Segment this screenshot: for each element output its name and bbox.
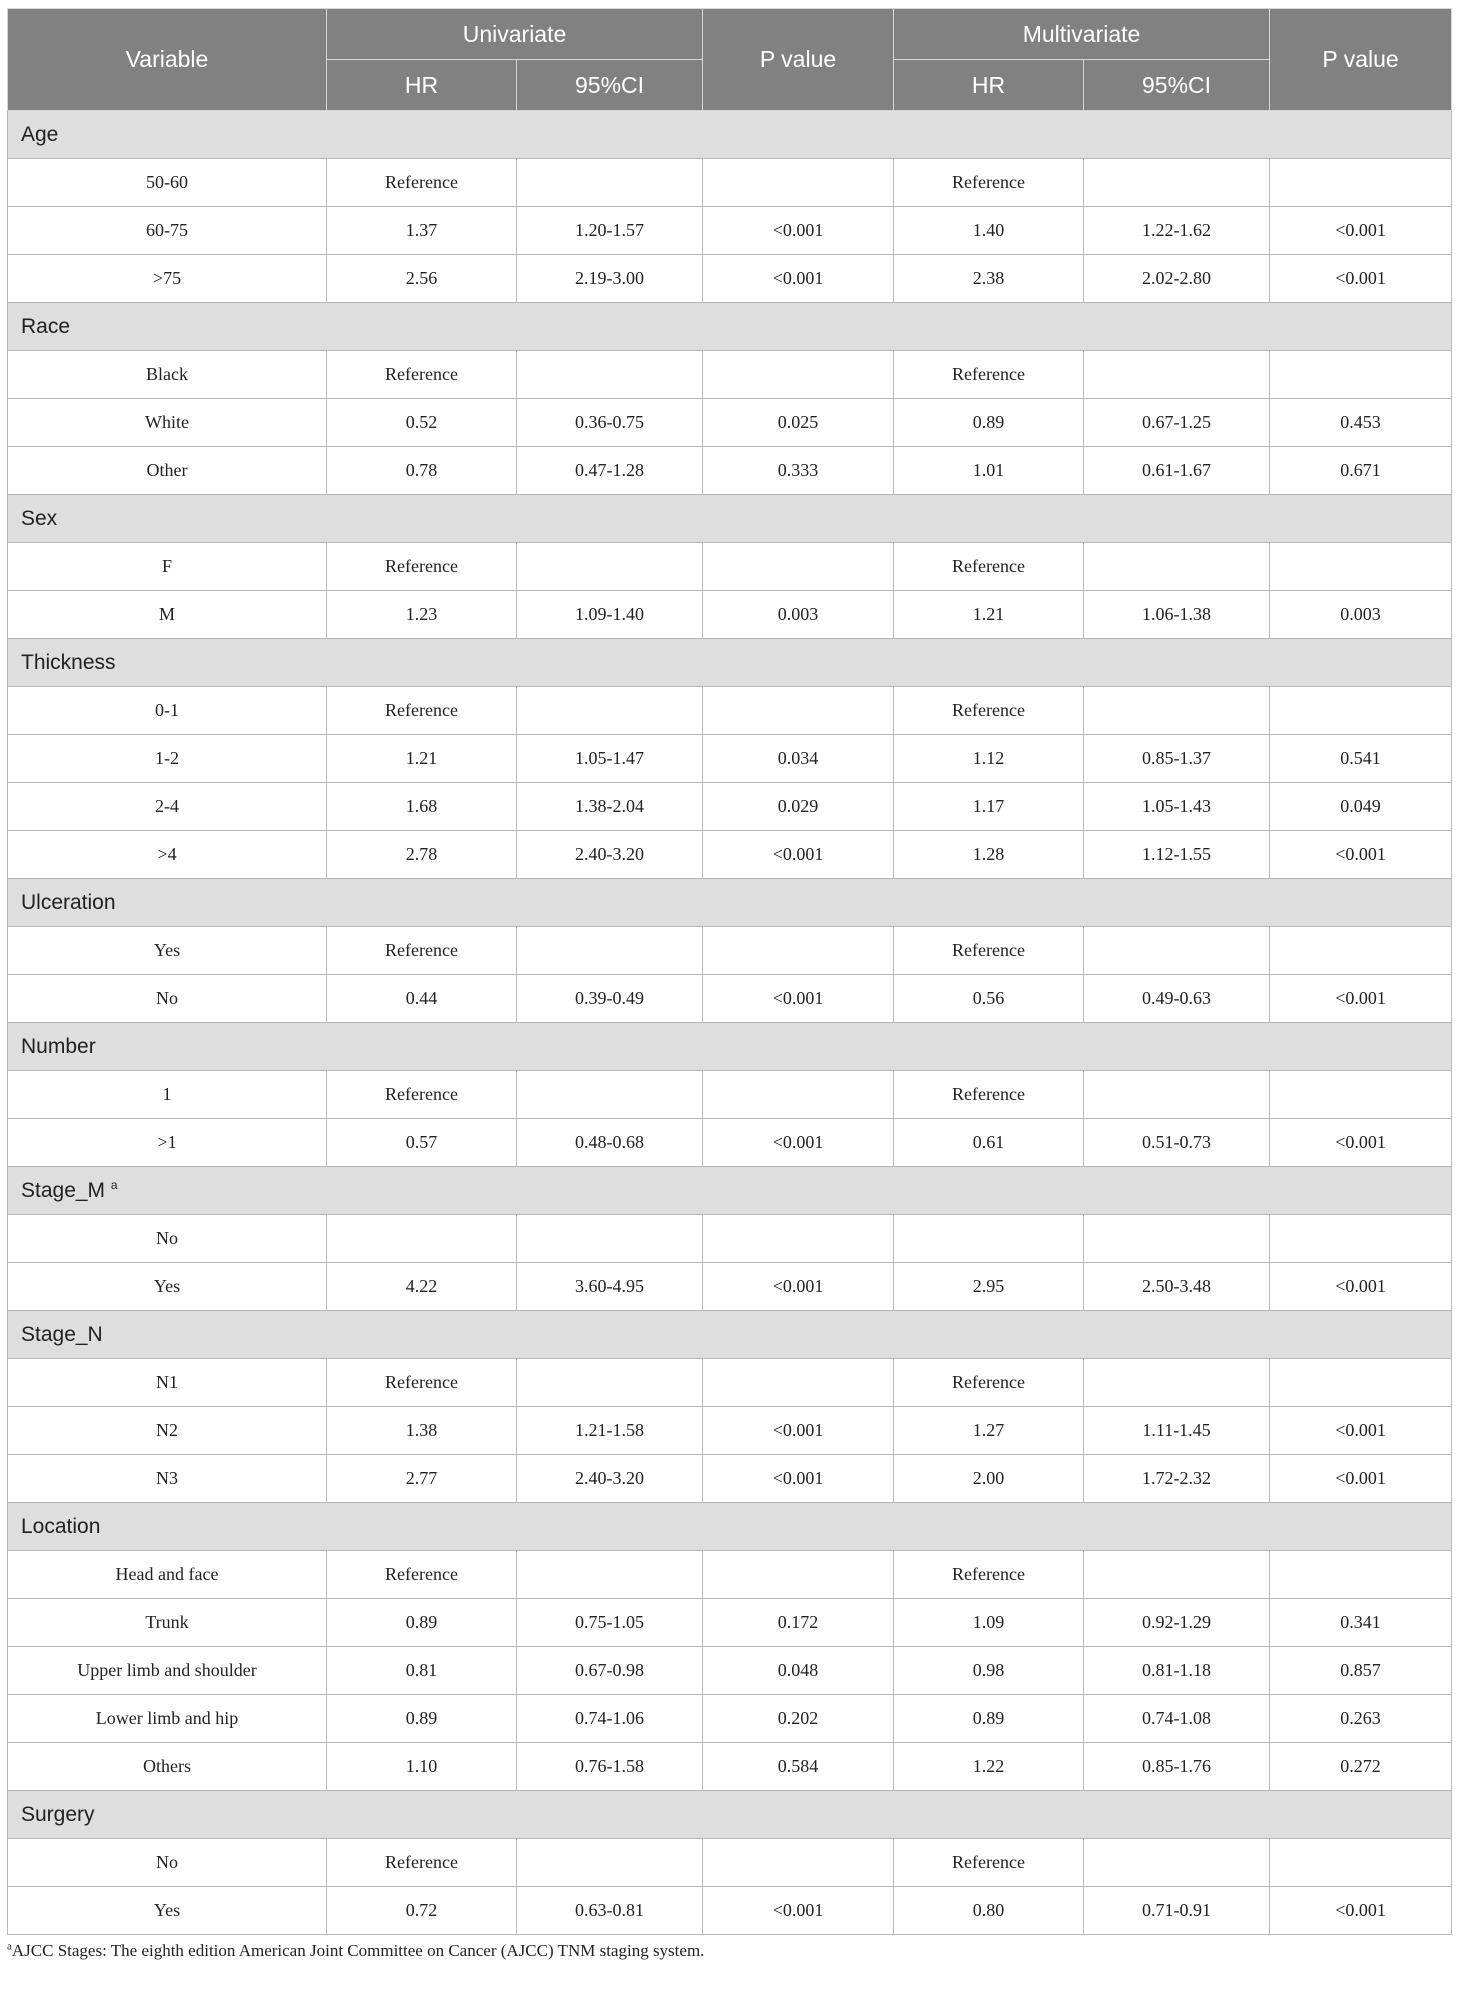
cell-univariate-p-value: <0.001 (703, 1119, 894, 1167)
cell-univariate-hr: 0.72 (327, 1887, 517, 1935)
section-title: Sex (21, 506, 58, 530)
cell-variable-label: No (8, 1839, 327, 1887)
header-variable: Variable (8, 9, 327, 111)
cell-multivariate-p-value (1270, 351, 1452, 399)
table-row (8, 447, 1452, 495)
cell-multivariate-p-value (1270, 543, 1452, 591)
cell-univariate-ci: 0.67-0.98 (517, 1647, 703, 1695)
cell-variable-label: N1 (8, 1359, 327, 1407)
header-multivariate-hr: HR (894, 60, 1084, 111)
cell-univariate-p-value: 0.048 (703, 1647, 894, 1695)
cell-multivariate-hr: 1.17 (894, 783, 1084, 831)
cell-multivariate-hr: 1.40 (894, 207, 1084, 255)
cell-variable-label: N2 (8, 1407, 327, 1455)
cell-univariate-ci (517, 1839, 703, 1887)
cell-univariate-p-value: 0.333 (703, 447, 894, 495)
header-multivariate-ci: 95%CI (1084, 60, 1270, 111)
section-row (8, 303, 1452, 351)
header-multivariate-p-value: P value (1270, 9, 1452, 111)
cell-variable-label: Yes (8, 927, 327, 975)
cell-multivariate-ci: 0.92-1.29 (1084, 1599, 1270, 1647)
cell-multivariate-ci: 0.67-1.25 (1084, 399, 1270, 447)
cell-univariate-ci: 0.75-1.05 (517, 1599, 703, 1647)
cell-univariate-hr: Reference (327, 351, 517, 399)
footnote-marker: a (7, 1940, 12, 1953)
cell-variable-label: White (8, 399, 327, 447)
cell-variable-label: >75 (8, 255, 327, 303)
cell-multivariate-ci (1084, 351, 1270, 399)
table-row (8, 975, 1452, 1023)
cell-univariate-p-value: 0.003 (703, 591, 894, 639)
cell-multivariate-p-value (1270, 1839, 1452, 1887)
table-row (8, 1599, 1452, 1647)
cell-univariate-p-value (703, 159, 894, 207)
section-header (8, 1791, 1452, 1839)
cell-univariate-hr: 2.78 (327, 831, 517, 879)
cell-univariate-hr: 0.89 (327, 1599, 517, 1647)
cell-multivariate-ci: 0.85-1.76 (1084, 1743, 1270, 1791)
section-row (8, 1503, 1452, 1551)
cell-multivariate-ci (1084, 1551, 1270, 1599)
table-row (8, 783, 1452, 831)
cox-regression-table (7, 8, 1452, 1935)
cell-univariate-ci: 2.19-3.00 (517, 255, 703, 303)
table-row (8, 1407, 1452, 1455)
cell-univariate-p-value (703, 1071, 894, 1119)
cell-univariate-hr: Reference (327, 159, 517, 207)
cell-univariate-p-value: <0.001 (703, 975, 894, 1023)
cell-univariate-hr: 1.21 (327, 735, 517, 783)
cell-multivariate-hr: 0.89 (894, 399, 1084, 447)
table-row (8, 255, 1452, 303)
cell-variable-label: Trunk (8, 1599, 327, 1647)
cell-univariate-ci: 0.76-1.58 (517, 1743, 703, 1791)
cell-multivariate-p-value (1270, 1359, 1452, 1407)
table-row (8, 1887, 1452, 1935)
cell-univariate-p-value: <0.001 (703, 1263, 894, 1311)
table-row (8, 1119, 1452, 1167)
cell-variable-label: Head and face (8, 1551, 327, 1599)
cell-multivariate-hr (894, 1215, 1084, 1263)
cell-multivariate-hr: 1.12 (894, 735, 1084, 783)
cell-univariate-p-value (703, 351, 894, 399)
cell-univariate-p-value (703, 1551, 894, 1599)
cell-multivariate-p-value (1270, 687, 1452, 735)
cell-multivariate-hr: 1.01 (894, 447, 1084, 495)
cell-multivariate-hr: Reference (894, 1839, 1084, 1887)
cell-multivariate-p-value: <0.001 (1270, 1263, 1452, 1311)
cell-variable-label: Yes (8, 1263, 327, 1311)
section-header (8, 495, 1452, 543)
cell-univariate-p-value: <0.001 (703, 207, 894, 255)
cell-multivariate-ci: 0.51-0.73 (1084, 1119, 1270, 1167)
cell-multivariate-p-value: <0.001 (1270, 831, 1452, 879)
cell-multivariate-hr: 0.61 (894, 1119, 1084, 1167)
cell-variable-label: 50-60 (8, 159, 327, 207)
cell-multivariate-hr: 0.98 (894, 1647, 1084, 1695)
cell-univariate-hr: 0.57 (327, 1119, 517, 1167)
cell-univariate-hr: Reference (327, 1551, 517, 1599)
cell-multivariate-ci: 0.49-0.63 (1084, 975, 1270, 1023)
cell-multivariate-hr: Reference (894, 1359, 1084, 1407)
cell-univariate-ci: 1.09-1.40 (517, 591, 703, 639)
cell-multivariate-ci: 0.85-1.37 (1084, 735, 1270, 783)
cell-univariate-ci: 1.05-1.47 (517, 735, 703, 783)
cell-multivariate-p-value: <0.001 (1270, 255, 1452, 303)
section-footnote-marker: a (110, 1177, 118, 1192)
cell-multivariate-hr: Reference (894, 159, 1084, 207)
cell-univariate-hr: 0.78 (327, 447, 517, 495)
cell-multivariate-p-value (1270, 1551, 1452, 1599)
cell-univariate-hr: 1.37 (327, 207, 517, 255)
table-row (8, 207, 1452, 255)
section-title: Thickness (21, 650, 116, 674)
section-header (8, 1167, 1452, 1215)
cell-multivariate-hr: 1.28 (894, 831, 1084, 879)
cell-multivariate-p-value: 0.857 (1270, 1647, 1452, 1695)
cell-multivariate-p-value: <0.001 (1270, 207, 1452, 255)
cell-univariate-p-value (703, 543, 894, 591)
table-container (7, 8, 1451, 1961)
cell-univariate-hr (327, 1215, 517, 1263)
footnote-text: AJCC Stages: The eighth edition American Joint Committee on Cancer (AJCC) TNM staging system. (11, 1941, 705, 1960)
cell-multivariate-ci (1084, 159, 1270, 207)
table-row (8, 351, 1452, 399)
cell-multivariate-ci (1084, 1359, 1270, 1407)
cell-univariate-ci (517, 543, 703, 591)
cell-univariate-hr: Reference (327, 927, 517, 975)
cell-univariate-ci (517, 1071, 703, 1119)
section-title: Number (21, 1034, 96, 1058)
cell-univariate-p-value (703, 927, 894, 975)
cell-multivariate-p-value: 0.272 (1270, 1743, 1452, 1791)
cell-univariate-hr: 2.77 (327, 1455, 517, 1503)
section-header (8, 303, 1452, 351)
cell-multivariate-hr: 1.27 (894, 1407, 1084, 1455)
cell-univariate-hr: 1.38 (327, 1407, 517, 1455)
cell-multivariate-hr: 2.95 (894, 1263, 1084, 1311)
cell-multivariate-p-value (1270, 1215, 1452, 1263)
cell-variable-label: Black (8, 351, 327, 399)
cell-multivariate-p-value (1270, 1071, 1452, 1119)
cell-multivariate-hr: Reference (894, 1551, 1084, 1599)
cell-multivariate-hr: 1.22 (894, 1743, 1084, 1791)
cell-univariate-ci (517, 159, 703, 207)
section-title: Race (21, 314, 71, 338)
section-header (8, 879, 1452, 927)
cell-multivariate-hr: 0.89 (894, 1695, 1084, 1743)
cell-univariate-hr: 0.81 (327, 1647, 517, 1695)
cell-multivariate-p-value: 0.453 (1270, 399, 1452, 447)
cell-multivariate-p-value: <0.001 (1270, 1407, 1452, 1455)
cell-univariate-hr: 2.56 (327, 255, 517, 303)
section-title: Ulceration (21, 890, 116, 914)
cell-multivariate-ci: 0.61-1.67 (1084, 447, 1270, 495)
cell-multivariate-hr: 2.38 (894, 255, 1084, 303)
cell-univariate-ci: 0.48-0.68 (517, 1119, 703, 1167)
cell-univariate-hr: 0.52 (327, 399, 517, 447)
section-header (8, 1023, 1452, 1071)
cell-univariate-ci (517, 927, 703, 975)
section-header (8, 1311, 1452, 1359)
section-row (8, 639, 1452, 687)
table-row (8, 1695, 1452, 1743)
cell-variable-label: Lower limb and hip (8, 1695, 327, 1743)
section-title: Location (21, 1514, 101, 1538)
cell-univariate-ci (517, 687, 703, 735)
cell-multivariate-ci (1084, 1215, 1270, 1263)
cell-univariate-hr: Reference (327, 1359, 517, 1407)
cell-univariate-p-value: 0.025 (703, 399, 894, 447)
cell-variable-label: 1-2 (8, 735, 327, 783)
section-header (8, 1503, 1452, 1551)
section-title: Stage_M (21, 1178, 111, 1202)
cell-variable-label: Yes (8, 1887, 327, 1935)
cell-multivariate-ci: 1.05-1.43 (1084, 783, 1270, 831)
cell-multivariate-p-value: 0.003 (1270, 591, 1452, 639)
cell-multivariate-p-value: 0.541 (1270, 735, 1452, 783)
cell-univariate-p-value: 0.172 (703, 1599, 894, 1647)
cell-univariate-p-value (703, 1215, 894, 1263)
cell-univariate-p-value (703, 687, 894, 735)
table-row (8, 1743, 1452, 1791)
cell-univariate-hr: 0.44 (327, 975, 517, 1023)
cell-univariate-ci: 1.38-2.04 (517, 783, 703, 831)
section-row (8, 1311, 1452, 1359)
cell-univariate-p-value: <0.001 (703, 1887, 894, 1935)
cell-univariate-p-value: <0.001 (703, 831, 894, 879)
cell-multivariate-ci (1084, 543, 1270, 591)
table-body (8, 111, 1452, 1935)
table-row (8, 1455, 1452, 1503)
cell-univariate-ci: 3.60-4.95 (517, 1263, 703, 1311)
cell-multivariate-hr: 2.00 (894, 1455, 1084, 1503)
section-row (8, 1167, 1452, 1215)
table-row (8, 399, 1452, 447)
cell-univariate-hr: Reference (327, 687, 517, 735)
section-title: Stage_N (21, 1322, 103, 1346)
cell-multivariate-hr: 0.56 (894, 975, 1084, 1023)
header-univariate-ci: 95%CI (517, 60, 703, 111)
cell-univariate-p-value: 0.202 (703, 1695, 894, 1743)
cell-univariate-hr: 1.23 (327, 591, 517, 639)
cell-variable-label: M (8, 591, 327, 639)
cell-multivariate-ci (1084, 1839, 1270, 1887)
cell-variable-label: Other (8, 447, 327, 495)
cell-variable-label: 1 (8, 1071, 327, 1119)
cell-multivariate-ci (1084, 927, 1270, 975)
table-row (8, 1263, 1452, 1311)
cell-variable-label: 60-75 (8, 207, 327, 255)
header-univariate: Univariate (327, 9, 703, 60)
header-univariate-p-value: P value (703, 9, 894, 111)
cell-multivariate-p-value: <0.001 (1270, 1887, 1452, 1935)
cell-multivariate-ci: 0.71-0.91 (1084, 1887, 1270, 1935)
cell-multivariate-ci (1084, 1071, 1270, 1119)
table-row (8, 1551, 1452, 1599)
cell-variable-label: No (8, 1215, 327, 1263)
cell-univariate-ci: 2.40-3.20 (517, 831, 703, 879)
section-title: Age (21, 122, 59, 146)
header-univariate-hr: HR (327, 60, 517, 111)
cell-multivariate-p-value: 0.341 (1270, 1599, 1452, 1647)
table-row (8, 1215, 1452, 1263)
cell-multivariate-p-value: <0.001 (1270, 1119, 1452, 1167)
table-row (8, 159, 1452, 207)
table-row (8, 687, 1452, 735)
cell-variable-label: N3 (8, 1455, 327, 1503)
cell-multivariate-ci: 2.50-3.48 (1084, 1263, 1270, 1311)
cell-multivariate-hr: Reference (894, 687, 1084, 735)
cell-univariate-p-value: <0.001 (703, 1455, 894, 1503)
cell-multivariate-p-value: 0.049 (1270, 783, 1452, 831)
cell-multivariate-ci: 1.11-1.45 (1084, 1407, 1270, 1455)
cell-multivariate-p-value: <0.001 (1270, 1455, 1452, 1503)
cell-multivariate-ci: 0.81-1.18 (1084, 1647, 1270, 1695)
table-row (8, 591, 1452, 639)
cell-multivariate-ci: 1.22-1.62 (1084, 207, 1270, 255)
section-header (8, 639, 1452, 687)
cell-variable-label: >4 (8, 831, 327, 879)
cell-univariate-ci: 0.36-0.75 (517, 399, 703, 447)
cell-variable-label: Others (8, 1743, 327, 1791)
cell-univariate-ci (517, 351, 703, 399)
cell-univariate-ci: 0.47-1.28 (517, 447, 703, 495)
cell-univariate-p-value: 0.029 (703, 783, 894, 831)
table-footnote (7, 1941, 1451, 1961)
cell-univariate-p-value: 0.034 (703, 735, 894, 783)
cell-univariate-ci: 1.20-1.57 (517, 207, 703, 255)
section-row (8, 1023, 1452, 1071)
table-row (8, 1839, 1452, 1887)
section-row (8, 879, 1452, 927)
cell-univariate-hr: Reference (327, 543, 517, 591)
cell-multivariate-p-value: 0.263 (1270, 1695, 1452, 1743)
cell-univariate-p-value: 0.584 (703, 1743, 894, 1791)
cell-univariate-p-value (703, 1359, 894, 1407)
cell-multivariate-hr: Reference (894, 1071, 1084, 1119)
cell-multivariate-hr: 0.80 (894, 1887, 1084, 1935)
cell-variable-label: 2-4 (8, 783, 327, 831)
cell-multivariate-hr: 1.21 (894, 591, 1084, 639)
cell-multivariate-hr: Reference (894, 543, 1084, 591)
table-row (8, 543, 1452, 591)
cell-univariate-hr: 4.22 (327, 1263, 517, 1311)
cell-univariate-ci: 2.40-3.20 (517, 1455, 703, 1503)
table-header (8, 9, 1452, 111)
cell-univariate-ci (517, 1359, 703, 1407)
cell-multivariate-p-value: <0.001 (1270, 975, 1452, 1023)
cell-univariate-p-value: <0.001 (703, 255, 894, 303)
section-row (8, 495, 1452, 543)
cell-variable-label: No (8, 975, 327, 1023)
cell-univariate-p-value (703, 1839, 894, 1887)
section-title: Surgery (21, 1802, 95, 1826)
cell-multivariate-ci: 0.74-1.08 (1084, 1695, 1270, 1743)
cell-multivariate-hr: Reference (894, 351, 1084, 399)
cell-univariate-ci: 1.21-1.58 (517, 1407, 703, 1455)
header-multivariate: Multivariate (894, 9, 1270, 60)
cell-univariate-ci: 0.74-1.06 (517, 1695, 703, 1743)
cell-univariate-hr: 1.68 (327, 783, 517, 831)
cell-variable-label: 0-1 (8, 687, 327, 735)
cell-variable-label: >1 (8, 1119, 327, 1167)
table-row (8, 1359, 1452, 1407)
cell-variable-label: Upper limb and shoulder (8, 1647, 327, 1695)
cell-multivariate-p-value (1270, 927, 1452, 975)
cell-multivariate-ci: 2.02-2.80 (1084, 255, 1270, 303)
table-row (8, 1647, 1452, 1695)
cell-univariate-ci (517, 1215, 703, 1263)
section-row (8, 1791, 1452, 1839)
cell-univariate-ci: 0.39-0.49 (517, 975, 703, 1023)
cell-multivariate-p-value (1270, 159, 1452, 207)
table-row (8, 1071, 1452, 1119)
cell-univariate-ci: 0.63-0.81 (517, 1887, 703, 1935)
cell-multivariate-p-value: 0.671 (1270, 447, 1452, 495)
cell-multivariate-ci (1084, 687, 1270, 735)
table-row (8, 735, 1452, 783)
cell-univariate-ci (517, 1551, 703, 1599)
section-row (8, 111, 1452, 159)
cell-multivariate-hr: 1.09 (894, 1599, 1084, 1647)
cell-univariate-p-value: <0.001 (703, 1407, 894, 1455)
section-header (8, 111, 1452, 159)
table-row (8, 831, 1452, 879)
cell-univariate-hr: Reference (327, 1839, 517, 1887)
cell-univariate-hr: 1.10 (327, 1743, 517, 1791)
cell-univariate-hr: 0.89 (327, 1695, 517, 1743)
table-row (8, 927, 1452, 975)
cell-multivariate-ci: 1.06-1.38 (1084, 591, 1270, 639)
cell-multivariate-hr: Reference (894, 927, 1084, 975)
cell-multivariate-ci: 1.72-2.32 (1084, 1455, 1270, 1503)
cell-univariate-hr: Reference (327, 1071, 517, 1119)
cell-variable-label: F (8, 543, 327, 591)
cell-multivariate-ci: 1.12-1.55 (1084, 831, 1270, 879)
